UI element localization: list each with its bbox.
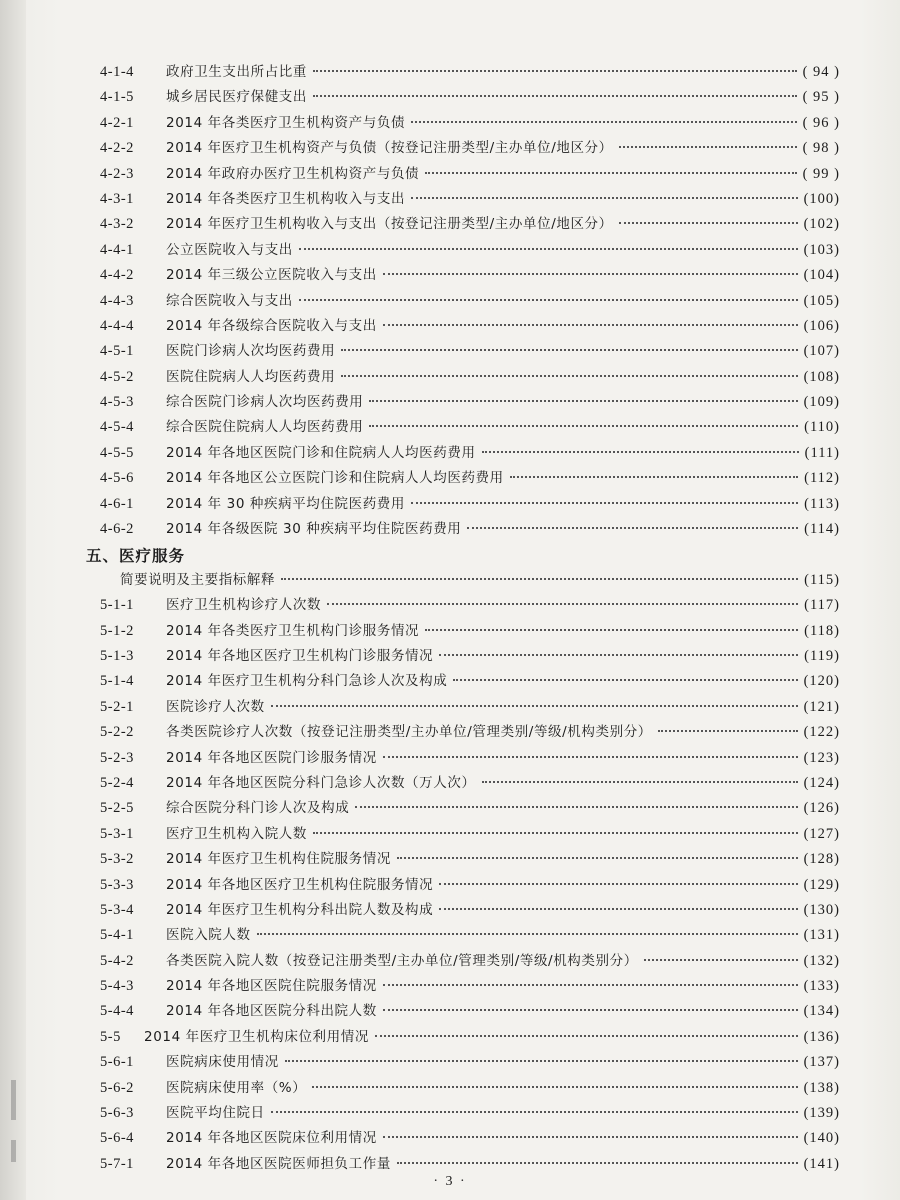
toc-entry-title: 城乡居民医疗保健支出	[166, 89, 307, 106]
toc-entry-title: 2014 年医疗卫生机构分科门急诊人次及构成	[166, 673, 448, 690]
toc-entry-number: 4-3-2	[100, 216, 134, 233]
toc-entry-title: 2014 年各地区医院床位利用情况	[166, 1130, 377, 1147]
toc-entry-page: (122)	[803, 724, 840, 741]
toc-entry-number: 4-5-5	[100, 444, 134, 461]
toc-entry-page: (103)	[803, 241, 840, 258]
toc-entry-number: 5-2-2	[100, 724, 134, 741]
dot-leader	[644, 958, 798, 961]
dot-leader	[453, 678, 797, 681]
toc-entry-number: 5-4-4	[100, 1003, 134, 1020]
dot-leader	[411, 196, 798, 199]
toc-entry-page: (134)	[803, 1003, 840, 1020]
toc-entry	[100, 1126, 840, 1151]
toc-entry	[100, 314, 840, 339]
toc-entry-page: (141)	[803, 1155, 840, 1172]
toc-entry	[100, 136, 840, 161]
dot-leader	[327, 602, 798, 605]
toc-entry	[100, 1025, 840, 1050]
toc-entry-number: 4-4-4	[100, 317, 134, 334]
toc-entry	[100, 339, 840, 364]
toc-entry-number: 5-6-3	[100, 1105, 134, 1122]
toc-entry	[100, 822, 840, 847]
toc-entry-number: 5-5	[100, 1028, 121, 1045]
toc-entry-number: 4-4-2	[100, 267, 134, 284]
dot-leader	[375, 1034, 798, 1037]
toc-entry-title: 2014 年各类医疗卫生机构门诊服务情况	[166, 622, 420, 639]
toc-entry-page: (126)	[803, 800, 840, 817]
toc-entry-number: 4-4-3	[100, 292, 134, 309]
toc-entry-title: 2014 年各地区公立医院门诊和住院病人人均医药费用	[166, 470, 504, 487]
toc-entry-title: 公立医院收入与支出	[166, 241, 293, 258]
dot-leader	[439, 882, 797, 885]
toc-entry-title: 2014 年各地区医院门诊和住院病人人均医药费用	[166, 444, 476, 461]
toc-entry	[100, 466, 840, 491]
toc-entry	[100, 492, 840, 517]
dot-leader	[257, 932, 798, 935]
toc-entry-number: 5-3-2	[100, 851, 134, 868]
toc-entry-title: 医院诊疗人次数	[166, 698, 265, 715]
dot-leader	[271, 1110, 798, 1113]
toc-entry-title: 综合医院门诊病人次均医药费用	[166, 394, 364, 411]
toc-entry-page: (136)	[803, 1028, 840, 1045]
toc-entry	[100, 212, 840, 237]
toc-entry-number: 4-1-5	[100, 89, 134, 106]
toc-entry	[100, 390, 840, 415]
toc-entry-number: 5-4-1	[100, 927, 134, 944]
toc-entry-number: 4-2-3	[100, 165, 134, 182]
toc-entry-page: (108)	[803, 368, 840, 385]
toc-entry	[100, 365, 840, 390]
toc-entry-page: (102)	[803, 216, 840, 233]
toc-entry-page: (119)	[804, 647, 840, 664]
dot-leader	[299, 247, 798, 250]
toc-entry	[100, 923, 840, 948]
toc-entry	[100, 974, 840, 999]
dot-leader	[271, 704, 798, 707]
toc-entry	[100, 873, 840, 898]
toc-entry-page: (121)	[803, 698, 840, 715]
dot-leader	[369, 399, 797, 402]
toc-entry-number: 5-6-2	[100, 1079, 134, 1096]
dot-leader	[482, 450, 799, 453]
toc-entry	[100, 746, 840, 771]
toc-entry-page: (130)	[803, 901, 840, 918]
dot-leader	[383, 1008, 798, 1011]
toc-entry-title: 医院病床使用情况	[166, 1054, 279, 1071]
toc-entry	[100, 771, 840, 796]
dot-leader	[510, 475, 798, 478]
toc-entry	[100, 441, 840, 466]
toc-entry-page: (114)	[804, 521, 840, 538]
toc-entry-title: 各类医院诊疗人次数（按登记注册类型/主办单位/管理类别/等级/机构类别分）	[166, 724, 652, 741]
toc-entry-title: 2014 年医疗卫生机构住院服务情况	[166, 851, 391, 868]
toc-entry-number: 5-1-1	[100, 597, 134, 614]
dot-leader	[467, 526, 798, 529]
toc-entry-number: 4-5-4	[100, 419, 134, 436]
toc-entry	[100, 85, 840, 110]
toc-entry	[100, 1076, 840, 1101]
toc-entry-page: (106)	[803, 317, 840, 334]
toc-entry-title: 2014 年各级综合医院收入与支出	[166, 317, 377, 334]
toc-entry	[100, 949, 840, 974]
dot-leader	[341, 348, 797, 351]
toc-entry-page: (118)	[804, 622, 840, 639]
toc-entry	[100, 263, 840, 288]
toc-entry	[100, 720, 840, 745]
dot-leader	[383, 323, 798, 326]
toc-entry-number: 4-2-1	[100, 114, 134, 131]
toc-entry-title: 2014 年 30 种疾病平均住院医药费用	[166, 495, 406, 512]
toc-entry-page: (137)	[803, 1054, 840, 1071]
dot-leader	[619, 145, 797, 148]
toc-entry	[100, 60, 840, 85]
toc-entry-number: 5-4-3	[100, 978, 134, 995]
toc-entry-number: 5-3-1	[100, 825, 134, 842]
toc-entry-page: (111)	[804, 444, 840, 461]
toc-entry-title: 2014 年各地区医疗卫生机构住院服务情况	[166, 876, 434, 893]
toc-entry-page: (138)	[803, 1079, 840, 1096]
dot-leader	[299, 298, 798, 301]
toc-entry-number: 4-6-1	[100, 495, 134, 512]
toc-entry-page: ( 99 )	[802, 165, 840, 182]
toc-entry-number: 5-1-4	[100, 673, 134, 690]
dot-leader	[425, 171, 796, 174]
toc-entry	[100, 187, 840, 212]
toc-entry	[100, 644, 840, 669]
toc-entry-page: ( 95 )	[802, 89, 840, 106]
toc-entry-number: 5-1-3	[100, 647, 134, 664]
toc-entry	[100, 796, 840, 821]
toc-entry-number: 5-2-5	[100, 800, 134, 817]
dot-leader	[397, 856, 798, 859]
toc-entry	[100, 695, 840, 720]
toc-entry-title: 医院平均住院日	[166, 1105, 265, 1122]
dot-leader	[383, 755, 798, 758]
toc-entry-title: 2014 年医疗卫生机构资产与负债（按登记注册类型/主办单位/地区分）	[166, 140, 613, 157]
toc-entry-number: 4-5-2	[100, 368, 134, 385]
toc-entry-number: 5-6-4	[100, 1130, 134, 1147]
dot-leader	[383, 272, 798, 275]
toc-entry-number: 5-2-1	[100, 698, 134, 715]
dot-leader	[313, 94, 797, 97]
dot-leader	[355, 805, 797, 808]
toc-entry-title: 2014 年各类医疗卫生机构收入与支出	[166, 190, 406, 207]
toc-entry-title: 2014 年各地区医院门诊服务情况	[166, 749, 377, 766]
toc-entry-page: (133)	[803, 978, 840, 995]
dot-leader	[619, 221, 798, 224]
toc-entry-title: 医院住院病人人均医药费用	[166, 368, 336, 385]
toc-entry-title: 2014 年医疗卫生机构床位利用情况	[144, 1028, 369, 1045]
toc-entry	[100, 415, 840, 440]
toc-entry-title: 2014 年各类医疗卫生机构资产与负债	[166, 114, 406, 131]
table-of-contents	[86, 60, 840, 1177]
dot-leader	[369, 424, 798, 427]
toc-entry-page: (132)	[803, 952, 840, 969]
toc-entry	[100, 1101, 840, 1126]
toc-entry-page: ( 98 )	[802, 140, 840, 157]
toc-entry-number: 5-1-2	[100, 622, 134, 639]
toc-entry	[100, 669, 840, 694]
toc-entry-title: 医疗卫生机构入院人数	[166, 825, 307, 842]
toc-entry-page: (140)	[803, 1130, 840, 1147]
dot-leader	[313, 831, 798, 834]
toc-entry	[100, 898, 840, 923]
toc-entry	[100, 619, 840, 644]
section-heading: 五、医疗服务	[86, 547, 186, 566]
toc-entry-title: 简要说明及主要指标解释	[120, 571, 276, 588]
dot-leader	[411, 120, 797, 123]
toc-entry-number: 5-3-4	[100, 901, 134, 918]
dot-leader	[313, 69, 797, 72]
toc-entry-number: 4-5-6	[100, 470, 134, 487]
toc-entry-number: 4-1-4	[100, 64, 134, 80]
toc-entry-page: (117)	[804, 597, 840, 614]
toc-entry-number: 5-7-1	[100, 1155, 134, 1172]
toc-entry-page: ( 96 )	[802, 114, 840, 131]
toc-entry-page: (123)	[803, 749, 840, 766]
dot-leader	[658, 729, 798, 732]
dot-leader	[439, 653, 798, 656]
dot-leader	[411, 501, 798, 504]
dot-leader	[425, 628, 798, 631]
toc-entry-page: (113)	[804, 495, 840, 512]
toc-entry-page: (124)	[803, 774, 840, 791]
toc-entry-title: 2014 年各地区医院住院服务情况	[166, 978, 377, 995]
toc-entry-title: 综合医院分科门诊人次及构成	[166, 800, 350, 817]
toc-group-section-5	[100, 593, 840, 1177]
toc-entry-page: (100)	[803, 190, 840, 207]
toc-entry-page: (115)	[804, 571, 840, 588]
dot-leader	[397, 1161, 798, 1164]
dot-leader	[482, 780, 798, 783]
toc-entry-title: 2014 年各级医院 30 种疾病平均住院医药费用	[166, 521, 462, 538]
binding-edge	[0, 0, 26, 1200]
toc-entry-title: 医院门诊病人次均医药费用	[166, 343, 336, 360]
toc-entry-title: 2014 年政府办医疗卫生机构资产与负债	[166, 165, 420, 182]
toc-entry-page: (109)	[803, 394, 840, 411]
toc-entry	[100, 1050, 840, 1075]
toc-entry-title: 2014 年医疗卫生机构分科出院人数及构成	[166, 901, 434, 918]
toc-entry-title: 医院病床使用率（%）	[166, 1079, 307, 1096]
toc-entry-page: (112)	[804, 470, 840, 487]
toc-entry-title: 2014 年各地区医院分科门急诊人次数（万人次）	[166, 774, 476, 791]
dot-leader	[285, 1059, 798, 1062]
toc-entry-number: 4-6-2	[100, 521, 134, 538]
toc-entry-page: (129)	[803, 876, 840, 893]
toc-entry-page: (139)	[803, 1105, 840, 1122]
toc-entry-number: 4-5-3	[100, 394, 134, 411]
toc-entry	[100, 847, 840, 872]
toc-entry-title: 2014 年医疗卫生机构收入与支出（按登记注册类型/主办单位/地区分）	[166, 216, 613, 233]
toc-entry-page: (110)	[804, 419, 840, 436]
binding-mark	[11, 1140, 16, 1162]
toc-entry-page: (127)	[803, 825, 840, 842]
toc-entry	[100, 999, 840, 1024]
toc-entry-page: ( 94 )	[802, 64, 840, 80]
toc-entry-title: 各类医院入院人数（按登记注册类型/主办单位/管理类别/等级/机构类别分）	[166, 952, 638, 969]
toc-entry-title: 2014 年各地区医院分科出院人数	[166, 1003, 377, 1020]
toc-entry-number: 4-2-2	[100, 140, 134, 157]
toc-entry-title: 综合医院住院病人人均医药费用	[166, 419, 364, 436]
toc-entry-page: (104)	[803, 267, 840, 284]
toc-entry-page: (105)	[803, 292, 840, 309]
toc-entry-number: 5-4-2	[100, 952, 134, 969]
toc-entry-page: (131)	[803, 927, 840, 944]
toc-entry-number: 4-5-1	[100, 343, 134, 360]
toc-entry-title: 医疗卫生机构诊疗人次数	[166, 597, 322, 614]
toc-entry-page: (128)	[803, 851, 840, 868]
toc-entry-page: (107)	[803, 343, 840, 360]
toc-entry-title: 医院入院人数	[166, 927, 251, 944]
toc-entry-number: 5-2-4	[100, 774, 134, 791]
dot-leader	[383, 983, 798, 986]
toc-entry	[100, 162, 840, 187]
toc-entry	[100, 111, 840, 136]
toc-entry-page: (120)	[803, 673, 840, 690]
toc-entry	[100, 238, 840, 263]
toc-entry-title: 2014 年各地区医疗卫生机构门诊服务情况	[166, 647, 434, 664]
toc-entry-number: 5-3-3	[100, 876, 134, 893]
page-number: · 3 ·	[433, 1174, 467, 1189]
toc-entry-title: 政府卫生支出所占比重	[166, 64, 307, 80]
toc-entry	[100, 289, 840, 314]
toc-entry-number: 5-6-1	[100, 1054, 134, 1071]
dot-leader	[341, 374, 797, 377]
toc-group-section-4	[100, 60, 840, 542]
dot-leader	[281, 577, 798, 580]
dot-leader	[383, 1135, 798, 1138]
toc-entry	[100, 593, 840, 618]
toc-entry-number: 4-4-1	[100, 241, 134, 258]
toc-entry-number: 4-3-1	[100, 190, 134, 207]
toc-entry-intro	[100, 568, 840, 593]
toc-entry	[100, 517, 840, 542]
toc-entry-title: 综合医院收入与支出	[166, 292, 293, 309]
toc-entry-number: 5-2-3	[100, 749, 134, 766]
dot-leader	[439, 907, 797, 910]
dot-leader	[312, 1085, 797, 1088]
toc-entry-title: 2014 年各地区医院医师担负工作量	[166, 1155, 391, 1172]
binding-mark	[11, 1080, 16, 1120]
toc-entry-title: 2014 年三级公立医院收入与支出	[166, 267, 377, 284]
